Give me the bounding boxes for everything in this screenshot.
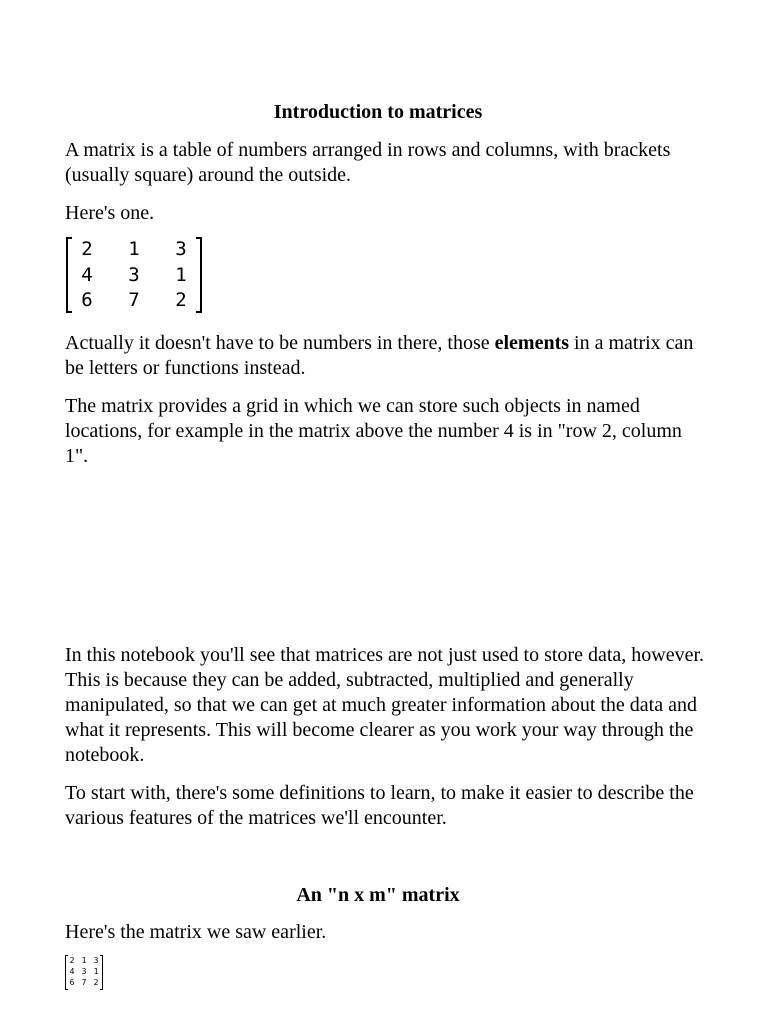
paragraph-matrix-seen-earlier: Here's the matrix we saw earlier.: [65, 921, 327, 943]
paragraph-elements: [65, 331, 705, 381]
matrix-cell: 2: [69, 956, 75, 965]
paragraph-grid-locations: The matrix provides a grid in which we can store such objects in named locations, for example in the matrix above the number 4 is in "row 2, column 1".: [65, 395, 682, 467]
matrix-cell: 3: [175, 238, 187, 260]
matrix-cell: 7: [81, 978, 87, 987]
matrix-cell: 3: [128, 264, 140, 286]
paragraph-heres-one: Here's one.: [65, 202, 155, 224]
section-title-n-x-m-matrix: An "n x m" matrix: [296, 884, 460, 906]
matrix-cell: 2: [81, 238, 93, 260]
matrix-cell: 4: [69, 967, 75, 976]
matrix-cell: 7: [128, 289, 140, 311]
matrix-cell: 3: [93, 956, 99, 965]
section-title-introduction: Introduction to matrices: [273, 101, 483, 123]
matrix-cell: 6: [69, 978, 75, 987]
matrix-example-large: [66, 237, 202, 313]
matrix-cell: 3: [81, 967, 87, 976]
matrix-cell: 4: [81, 264, 93, 286]
matrix-cell: 2: [175, 289, 187, 311]
paragraph-notebook-intro: In this notebook you'll see that matrices are not just used to store data, however. This is because they can be added, subtracted, multiplied and generally manipulated, so that we can get at much greater information about the data and what it represents. This will become clearer as you work your way through the notebook.: [65, 644, 705, 766]
paragraph-definitions: To start with, there's some definitions to learn, to make it easier to describe the various features of the matrices we'll encounter.: [65, 782, 694, 829]
paragraph-matrix-definition: A matrix is a table of numbers arranged in rows and columns, with brackets (usually square) around the outside.: [65, 139, 671, 186]
matrix-cell: 1: [128, 238, 140, 260]
matrix-cell: 1: [81, 956, 87, 965]
elements-text-before: Actually it doesn't have to be numbers in there, those: [65, 332, 495, 354]
matrix-cell: 1: [175, 264, 187, 286]
matrix-cell: 2: [93, 978, 99, 987]
matrix-cell: 6: [81, 289, 93, 311]
elements-text-after: in a matrix can be letters or functions instead.: [65, 332, 694, 379]
matrix-example-small: [65, 955, 103, 990]
right-bracket: [196, 237, 202, 313]
elements-term: elements: [494, 332, 570, 354]
matrix-cell: 1: [93, 967, 99, 976]
